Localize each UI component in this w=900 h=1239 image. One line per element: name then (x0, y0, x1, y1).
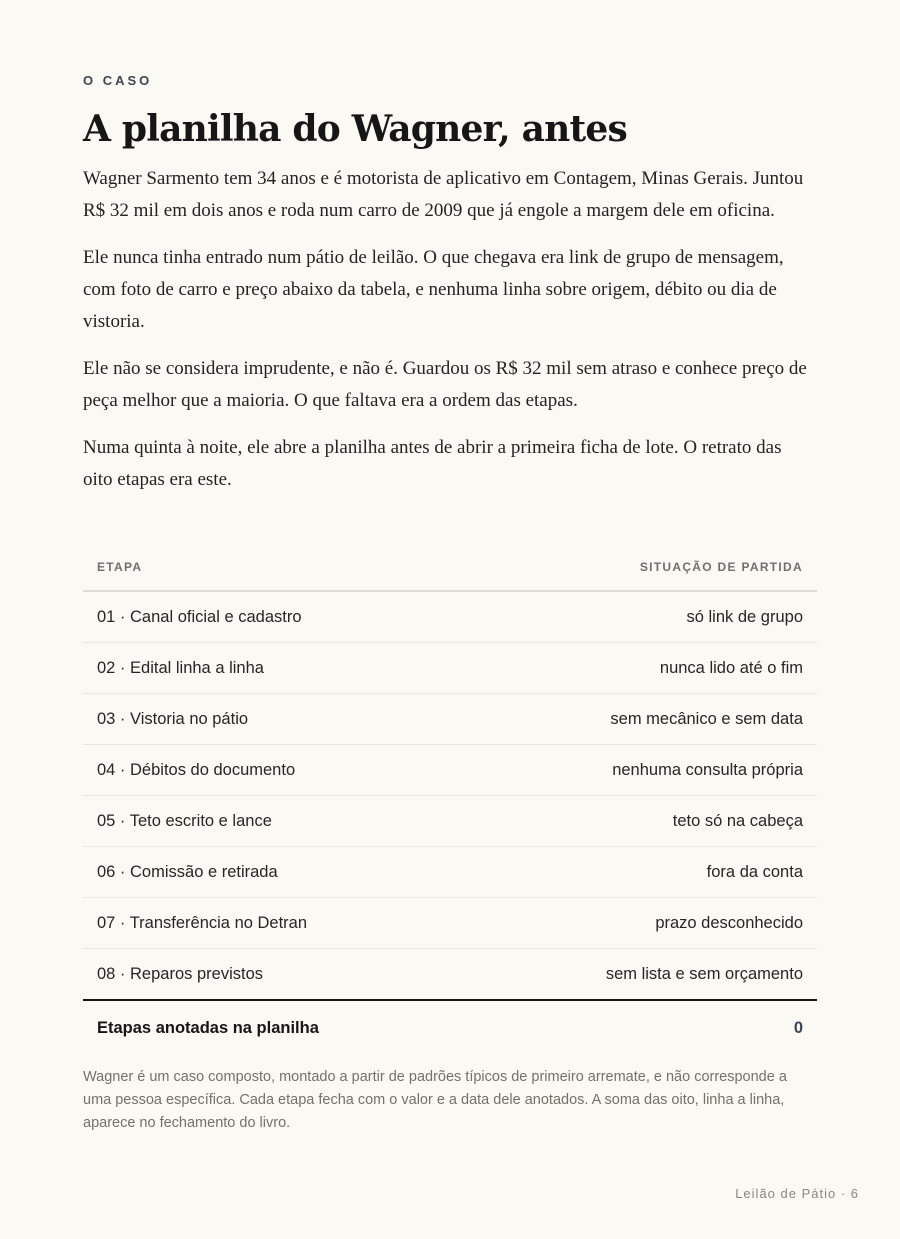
status-cell: prazo desconhecido (655, 913, 803, 932)
table-header (83, 544, 817, 592)
status-cell: só link de grupo (686, 607, 803, 626)
table-row (83, 745, 817, 796)
table-row (83, 796, 817, 847)
column-header-status: SITUAÇÃO DE PARTIDA (639, 560, 803, 574)
column-header-stage: ETAPA (97, 560, 143, 574)
stage-cell: 07 · Transferência no Detran (97, 913, 308, 932)
table-total-row (83, 1001, 817, 1055)
status-cell: sem lista e sem orçamento (605, 964, 803, 983)
table-row (83, 694, 817, 745)
footnote: Wagner é um caso composto, montado a partir de padrões típicos de primeiro arremate, e não corresponde a uma pessoa específica. Cada etapa fecha com o valor e a data dele anotados. A soma das oito, linha a linha, aparece no fechamento do livro. (83, 1069, 787, 1131)
status-cell: sem mecânico e sem data (610, 709, 803, 728)
stage-cell: 04 · Débitos do documento (97, 760, 296, 779)
body-text (83, 163, 813, 511)
table-row (83, 847, 817, 898)
paragraph: Ele não se considera imprudente, e não é. Guardou os R$ 32 mil sem atraso e conhece preço de peça melhor que a maioria. O que faltava era a ordem das etapas. (83, 358, 807, 411)
status-cell: teto só na cabeça (672, 811, 803, 830)
paragraph: Ele nunca tinha entrado num pátio de leilão. O que chegava era link de grupo de mensagem, com foto de carro e preço abaixo da tabela, e nenhuma linha sobre origem, débito ou dia de vistoria. (83, 247, 784, 332)
stage-cell: 05 · Teto escrito e lance (97, 811, 272, 830)
section-kicker: O CASO (83, 73, 153, 88)
table-row (83, 643, 817, 694)
stage-cell: 08 · Reparos previstos (97, 964, 263, 983)
page-title: A planilha do Wagner, antes (83, 108, 627, 150)
stages-table (83, 544, 817, 1055)
paragraph: Numa quinta à noite, ele abre a planilha antes de abrir a primeira ficha de lote. O retrato das oito etapas era este. (83, 437, 782, 490)
total-value: 0 (793, 1018, 803, 1037)
paragraph: Wagner Sarmento tem 34 anos e é motorista de aplicativo em Contagem, Minas Gerais. Juntou R$ 32 mil em dois anos e roda num carro de 2009 que já engole a margem dele em oficina. (83, 168, 804, 221)
stage-cell: 01 · Canal oficial e cadastro (97, 607, 302, 626)
total-label: Etapas anotadas na planilha (97, 1018, 319, 1037)
status-cell: nunca lido até o fim (659, 658, 803, 677)
table-row (83, 592, 817, 643)
status-cell: nenhuma consulta própria (612, 760, 803, 779)
table-row (83, 898, 817, 949)
table-row (83, 949, 817, 1001)
stage-cell: 06 · Comissão e retirada (97, 862, 278, 881)
page-footer: Leilão de Pátio · 6 (735, 1186, 859, 1201)
status-cell: fora da conta (706, 862, 803, 881)
stage-cell: 02 · Edital linha a linha (97, 658, 264, 677)
stage-cell: 03 · Vistoria no pátio (97, 709, 249, 728)
